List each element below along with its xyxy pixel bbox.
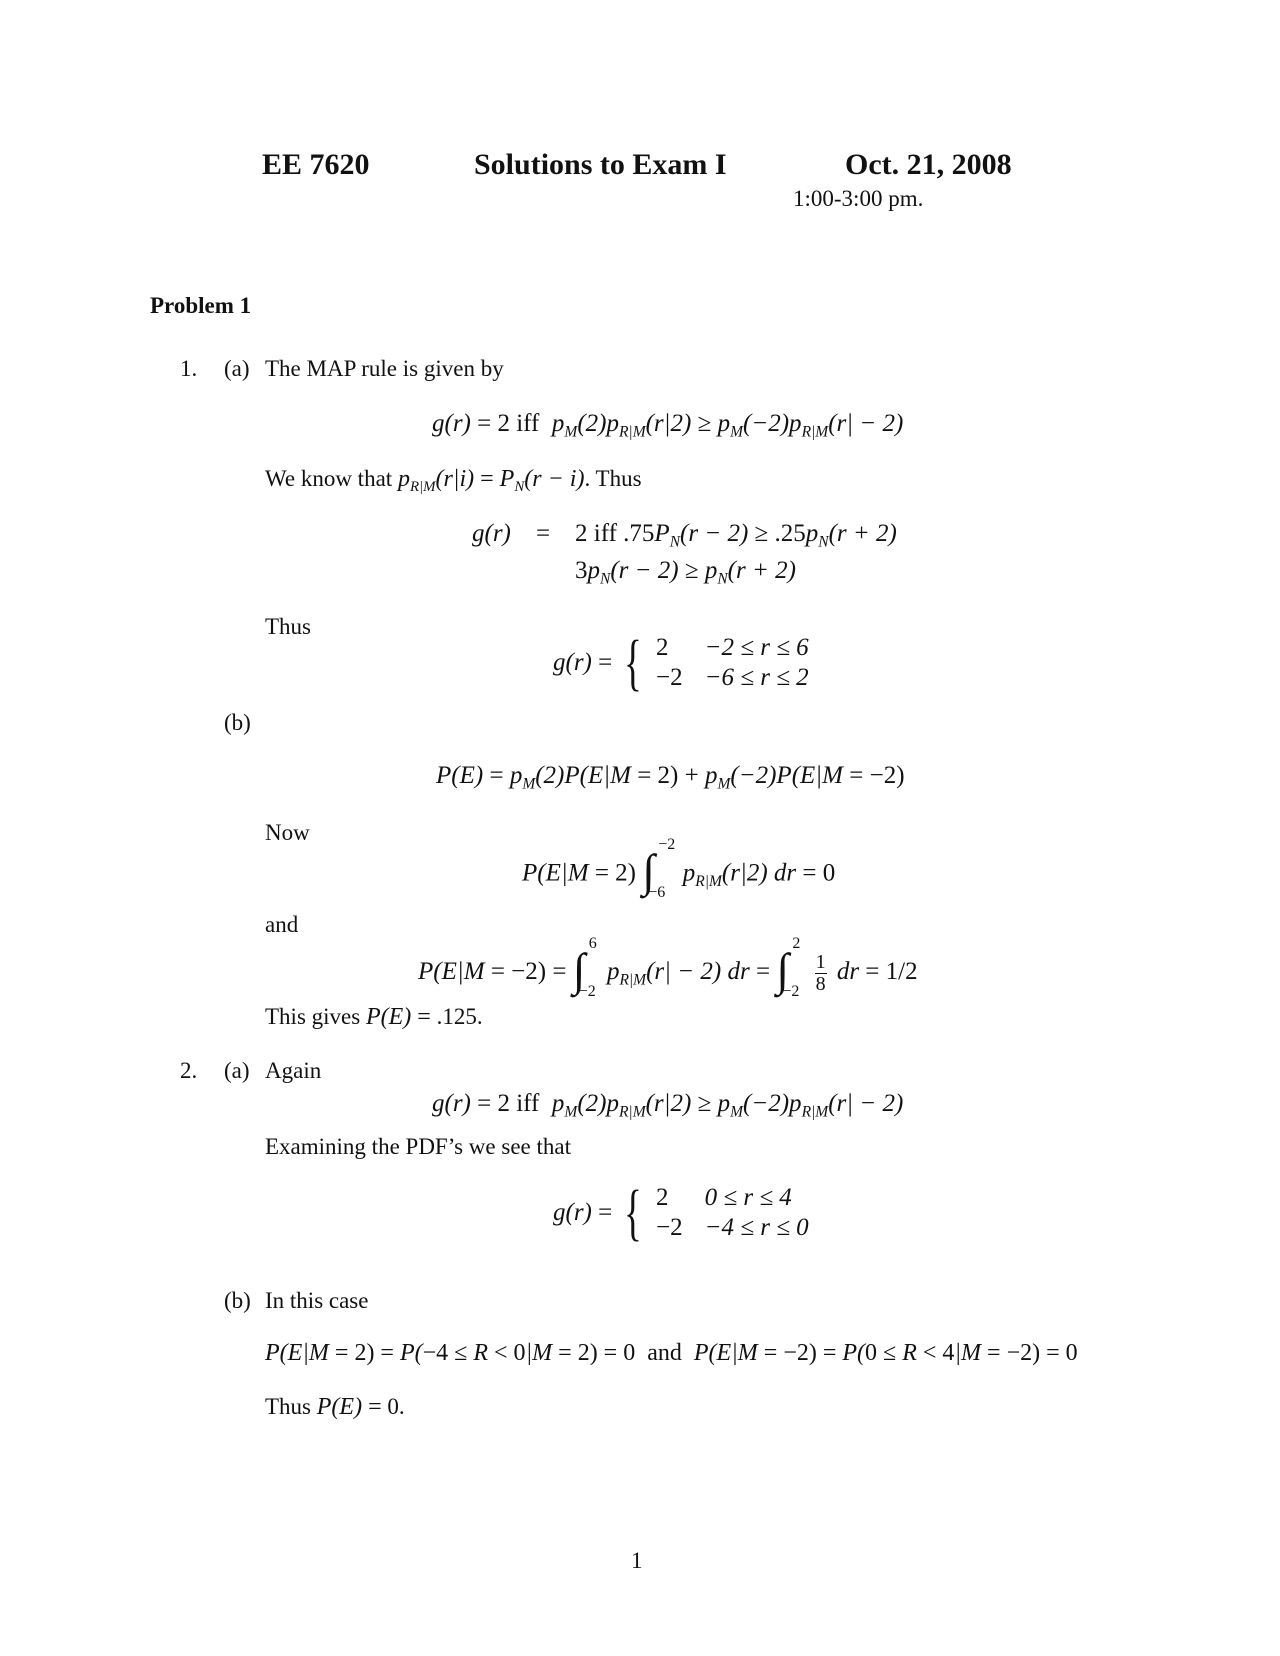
left-brace-icon: { (624, 629, 643, 697)
this-gives-prefix: This gives (265, 1004, 361, 1029)
thus-prefix: Thus (265, 1394, 311, 1419)
piecewise-lhs: g(r) = (553, 649, 613, 676)
integral-icon: ∫ −2 −6 (642, 836, 676, 901)
document-title: Solutions to Exam I (474, 148, 727, 181)
case-value: −2 (656, 664, 683, 691)
and-word: and (647, 1340, 682, 1366)
course-number: EE 7620 (262, 148, 370, 181)
again-label: Again (265, 1058, 322, 1083)
map-rule-intro: The MAP rule is given by (265, 356, 504, 381)
result-value-2: 0. (387, 1394, 405, 1419)
we-know-line (265, 466, 642, 496)
piecewise-g-2 (553, 1179, 809, 1247)
examining-label: Examining the PDF’s we see that (265, 1134, 571, 1159)
in-this-case-label: In this case (265, 1288, 369, 1313)
subpart-label-2b: (b) (224, 1288, 251, 1313)
subpart-label-1b: (b) (224, 710, 251, 735)
equation-line-2: $3p_N(r - 2) \ge p_N(r + 2)$ (575, 557, 796, 588)
equation-map-rule-1: g(r) = 2 iff $p_M(2)p_{R|M}(r|2) \ge p_M(-2)p_{R|M}(r| - 2)$ (432, 410, 904, 441)
subpart-label-2a: (a) (224, 1058, 250, 1083)
equation-total-error: $P(E) = p_M(2)P(E|M = 2) + p_M(-2)P(E|M = -2)$ (436, 762, 905, 793)
integral-icon: ∫ 2 −2 (776, 934, 801, 1000)
integral-icon: ∫ 6 −2 (572, 934, 597, 1000)
case-condition: −6 ≤ r ≤ 2 (704, 664, 809, 691)
problem-heading: Problem 1 (150, 293, 252, 318)
subpart-label-1a: (a) (224, 356, 250, 381)
fraction-one-eighth: $\frac{1}{8}$ (815, 951, 826, 995)
exam-time: 1:00-3:00 pm. (793, 186, 924, 211)
equation-conditional-density: $p_{R|M}(r|i) = P_N(r - i)$ (397, 466, 585, 496)
we-know-prefix: We know that (265, 466, 393, 491)
left-brace-icon: { (624, 1179, 643, 1247)
equation-result-pe-2: P(E) = (316, 1394, 382, 1420)
piecewise-g-1 (553, 629, 809, 697)
piecewise-lhs: g(r) = (553, 1199, 613, 1226)
thus-label-1: Thus (265, 614, 311, 639)
equation-map-rule-2: g(r) = 2 iff $p_M(2)p_{R|M}(r|2) \ge p_M(-2)p_{R|M}(r| - 2)$ (432, 1090, 904, 1121)
item-number-1: 1. (180, 356, 198, 381)
case-value: −2 (656, 1214, 683, 1241)
and-label: and (265, 912, 299, 937)
equation-error-given-2: P(E|M = 2) ∫ −2 −6 $p_{R|M}(r|2)$ dr = 0 (522, 836, 836, 901)
case-condition: 0 ≤ r ≤ 4 (704, 1184, 792, 1211)
now-label: Now (265, 820, 310, 845)
this-gives-line (265, 1004, 483, 1031)
result-value: .125. (436, 1004, 483, 1029)
case-condition: −2 ≤ r ≤ 6 (704, 634, 809, 661)
exam-date: Oct. 21, 2008 (845, 148, 1012, 181)
thus-result-line (265, 1394, 405, 1421)
item-number-2: 2. (180, 1058, 198, 1083)
case-condition: −4 ≤ r ≤ 0 (704, 1214, 809, 1241)
we-know-suffix: . Thus (584, 466, 642, 491)
equation-error-probabilities: P(E|M = 2) = P(−4 ≤ R < 0|M = 2) = 0 and P(E|M = −2) = P(0 ≤ R < 4|M = −2) = 0 (265, 1340, 1078, 1366)
equation-result-pe: P(E) = (365, 1004, 431, 1030)
case-value: 2 (656, 1184, 669, 1211)
equation-g-lhs: g(r) (472, 520, 511, 547)
equation-equals-sign: = (536, 520, 551, 547)
page-number: 1 (631, 1548, 643, 1573)
case-value: 2 (656, 634, 669, 661)
equation-error-given-minus-2: P(E|M = −2) = ∫ 6 −2 $p_{R|M}(r| - 2)$ dr = ∫ 2 −2 $\frac{1}{8}$ dr = 1/2 (418, 934, 918, 1000)
equation-line-1: 2 iff $.75P_N(r - 2) \ge .25p_N(r + 2)$ (575, 520, 897, 551)
